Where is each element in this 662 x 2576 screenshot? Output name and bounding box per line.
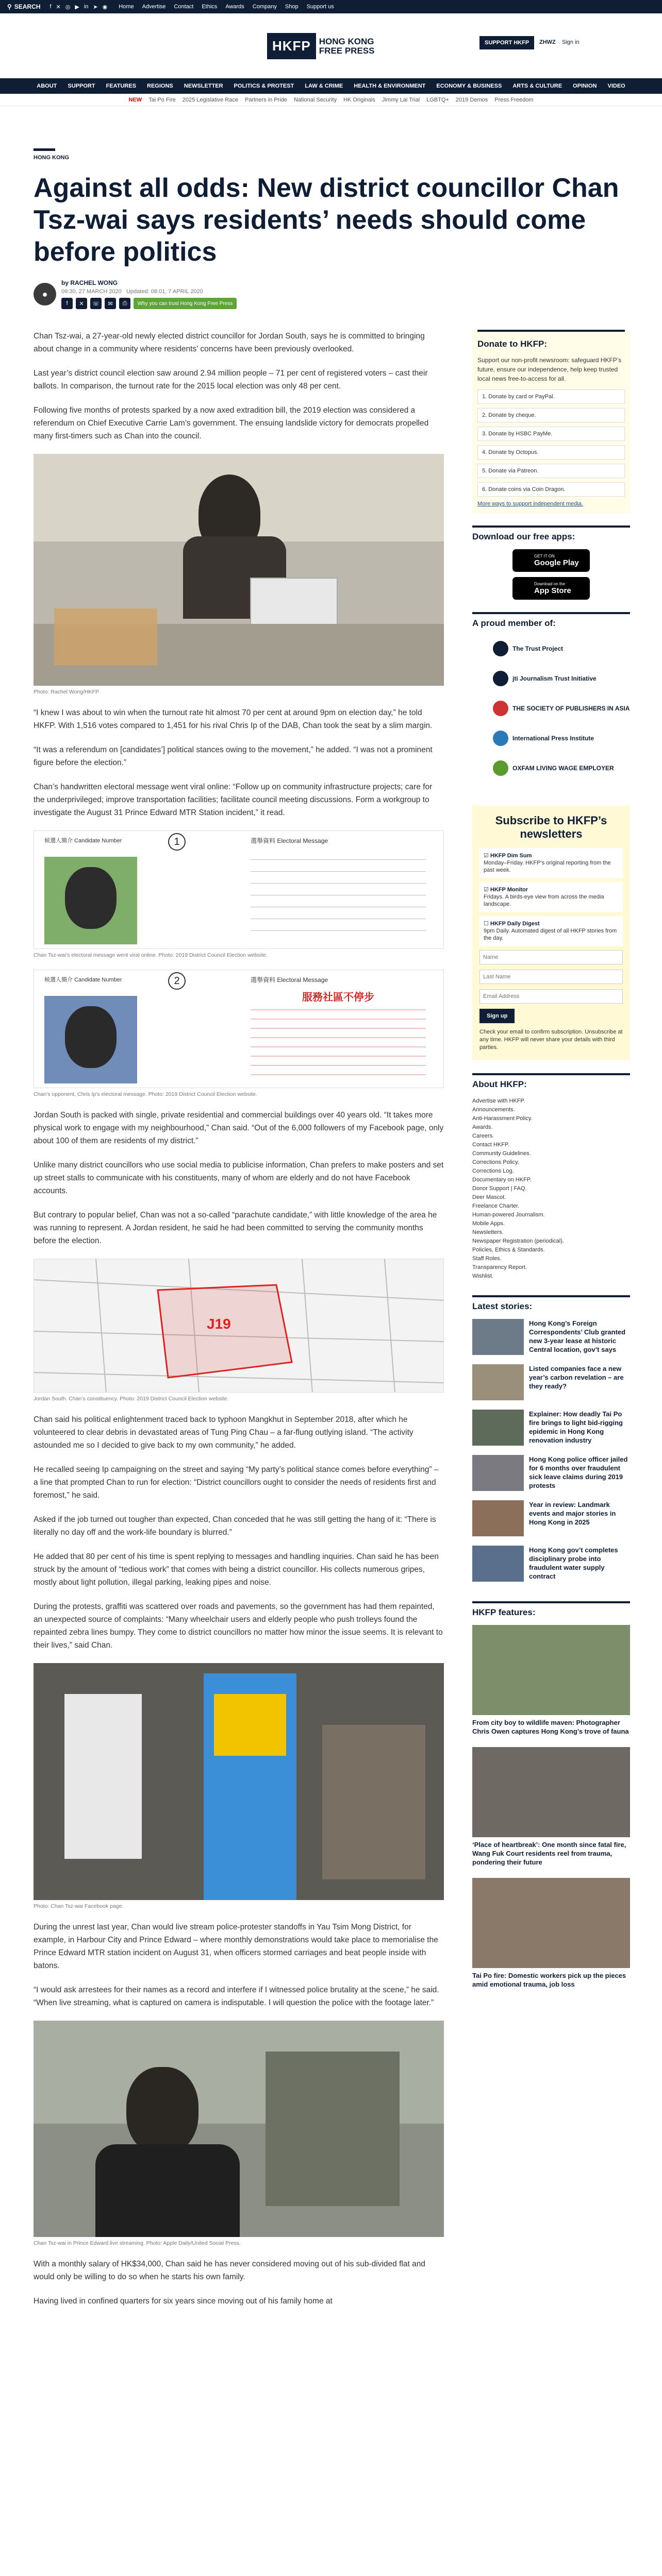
latest-story[interactable]: Hong Kong gov’t completes disciplinary probe into fraudulent water supply contract bbox=[472, 1546, 630, 1582]
constituency-map: J19 bbox=[34, 1259, 444, 1393]
about-link[interactable]: Newsletters. bbox=[472, 1229, 504, 1235]
paragraph: He recalled seeing Ip campaigning on the street and saying “My party’s political stance comes before everything” – a line that prompted Chan to run for election: “District councillors ought to consider the needs of residents first and foremost,” he said. bbox=[34, 1465, 439, 1500]
about-link[interactable]: Documentary on HKFP. bbox=[472, 1177, 532, 1183]
features-title: HKFP features: bbox=[472, 1601, 630, 1622]
app-store-badge[interactable]: Download on the App Store bbox=[512, 577, 590, 600]
share-print-icon[interactable]: ⎙ bbox=[119, 298, 130, 309]
about-link[interactable]: Newspaper Registration (periodical). bbox=[472, 1238, 564, 1244]
sidebar bbox=[472, 330, 630, 2000]
new-label: NEW bbox=[128, 96, 142, 103]
app-badges bbox=[472, 549, 630, 600]
facebook-icon[interactable]: f bbox=[49, 3, 52, 10]
trending-item[interactable]: LGBTQ+ bbox=[426, 96, 449, 103]
trending-item[interactable]: National Security bbox=[293, 96, 337, 103]
oxfam-icon bbox=[493, 760, 508, 776]
donate-option[interactable]: 2. Donate by cheque. bbox=[477, 408, 625, 422]
article-title: Against all odds: New district councillor Chan Tsz-wai says residents’ needs should come before politics bbox=[34, 173, 619, 267]
apps-title: Download our free apps: bbox=[472, 526, 630, 546]
donate-title: Donate to HKFP: bbox=[477, 330, 625, 355]
member-logo[interactable]: OXFAM LIVING WAGE EMPLOYER bbox=[493, 760, 630, 776]
ipi-icon bbox=[493, 731, 508, 746]
newsletter-option[interactable]: ☐ HKFP Daily Digest 9pm Daily. Automated digest of all HKFP stories from the day. bbox=[479, 916, 623, 946]
paragraph: Jordan South is packed with single, private residential and commercial buildings over 40 years old. “It takes more physical work to engage with my neighbourhood,” Chan said. “Out of the 6,000 followers of my Facebook page, only about 100 of them are residents of my district.” bbox=[34, 1111, 444, 1145]
feature-story[interactable]: Tai Po fire: Domestic workers pick up the pieces amid emotional trauma, job loss bbox=[472, 1878, 630, 1989]
nav-item[interactable]: ECONOMY & BUSINESS bbox=[436, 83, 502, 89]
donate-option[interactable]: 1. Donate by card or PayPal. bbox=[477, 389, 625, 404]
main-nav bbox=[0, 78, 662, 94]
trending-nav bbox=[0, 94, 662, 106]
nav-item[interactable]: NEWSLETTER bbox=[184, 83, 223, 89]
nav-item[interactable]: LAW & CRIME bbox=[305, 83, 343, 89]
story-thumbnail bbox=[472, 1546, 524, 1582]
about-link[interactable]: Corrections Log. bbox=[472, 1168, 514, 1174]
about-link[interactable]: Mobile Apps. bbox=[472, 1221, 505, 1227]
story-thumbnail bbox=[472, 1364, 524, 1400]
member-logo[interactable]: THE SOCIETY OF PUBLISHERS IN ASIA bbox=[493, 701, 630, 716]
donate-box bbox=[472, 330, 630, 513]
email-field[interactable] bbox=[479, 989, 623, 1004]
paragraph: “I knew I was about to win when the turnout rate hit almost 70 per cent at around 9pm on election day,” he told HKFP. With 1,516 votes compared to 1,451 for his rival Chris Ip of the DAB, Chan took the seat by a slim margin. bbox=[34, 708, 433, 730]
about-title: About HKFP: bbox=[472, 1073, 630, 1094]
jti-icon bbox=[493, 671, 508, 686]
nav-item[interactable]: HEALTH & ENVIRONMENT bbox=[354, 83, 426, 89]
share-whatsapp-icon[interactable]: ☏ bbox=[90, 298, 102, 309]
article-body bbox=[34, 330, 444, 2319]
donate-option[interactable]: 5. Donate via Patreon. bbox=[477, 464, 625, 478]
donate-option[interactable]: 6. Donate coins via Coin Dragon. bbox=[477, 482, 625, 497]
paragraph: “I would ask arrestees for their names as a record and interfere if I witnessed police brutality at the scene,” he said. “When live streaming, what is captured on camera is indisputable. I will question the police with the footage later.” bbox=[34, 1986, 439, 2007]
site-logo[interactable]: HKFP HONG KONG FREE PRESS bbox=[267, 33, 374, 59]
about-link[interactable]: Transparency Report. bbox=[472, 1264, 527, 1270]
article-category[interactable]: HONG KONG bbox=[34, 155, 70, 161]
signup-note: Check your email to confirm subscription. Unsubscribe at any time. HKFP will never share your details with third parties. bbox=[479, 1029, 623, 1050]
author-avatar: ● bbox=[34, 283, 56, 306]
photo-councillor-office bbox=[34, 454, 444, 686]
trending-item[interactable]: Tai Po Fire bbox=[148, 96, 176, 103]
about-link[interactable]: Careers. bbox=[472, 1133, 494, 1139]
top-link-shop[interactable]: Shop bbox=[285, 4, 299, 10]
share-twitter-icon[interactable]: ✕ bbox=[76, 298, 87, 309]
about-link[interactable]: Donor Support | FAQ. bbox=[472, 1185, 527, 1192]
trust-hkfp-link[interactable]: Why you can trust Hong Kong Free Press bbox=[134, 298, 237, 309]
latest-story[interactable]: Explainer: How deadly Tai Po fire brings to light bid-rigging epidemic in Hong Kong renovation industry bbox=[472, 1410, 630, 1446]
top-link-ethics[interactable]: Ethics bbox=[202, 4, 218, 10]
member-logo[interactable]: jti Journalism Trust Initiative bbox=[493, 671, 630, 686]
feature-story[interactable]: From city boy to wildlife maven: Photographer Chris Owen captures Hong Kong’s trove of fauna bbox=[472, 1625, 630, 1736]
paragraph: He added that 80 per cent of his time is spent replying to messages and handling inquiries. Chan said he has been struck by the amount of “tedious work” that comes with being a district councillor. His collects numerous gripes, mostly about light pollution, illegal parking, leaking pipes and noise. bbox=[34, 1552, 439, 1587]
top-bar bbox=[0, 0, 662, 13]
member-logos bbox=[472, 636, 630, 801]
instagram-icon[interactable]: ◎ bbox=[65, 4, 71, 10]
trust-project-icon bbox=[493, 641, 508, 656]
about-link[interactable]: Deer Mascot. bbox=[472, 1194, 506, 1200]
paragraph: Chan said his political enlightenment traced back to typhoon Mangkhut in September 2018, after which he volunteered to clear debris in devastated areas of Tung Ping Chau – a far-flung outlying island. “The activity astounded me so I decided to give back to my own community,” he added. bbox=[34, 1415, 413, 1450]
about-link[interactable]: Community Guidelines. bbox=[472, 1150, 531, 1157]
paragraph: Unlike many district councillors who use social media to publicise information, Chan prefers to make posters and set up street stalls to communicate with his constituents, many of whom are elderly and do not have Facebook accounts. bbox=[34, 1161, 444, 1195]
about-links bbox=[472, 1097, 630, 1281]
story-thumbnail bbox=[472, 1410, 524, 1446]
sign-up-button[interactable]: Sign up bbox=[479, 1009, 515, 1023]
top-link-contact[interactable]: Contact bbox=[174, 4, 194, 10]
name-field[interactable] bbox=[479, 950, 623, 964]
electoral-message-chan: 候選人簡介 Candidate Number 1 選舉資料 Electoral Message bbox=[34, 831, 444, 949]
photo-street-stall bbox=[34, 1663, 444, 1900]
share-bar bbox=[61, 298, 237, 309]
nav-item[interactable]: FEATURES bbox=[106, 83, 137, 89]
nav-item[interactable]: ABOUT bbox=[37, 83, 57, 89]
trending-item[interactable]: Press Freedom bbox=[494, 96, 534, 103]
about-link[interactable]: Anti-Harassment Policy. bbox=[472, 1115, 533, 1122]
newsletter-signup bbox=[472, 806, 630, 1060]
twitter-icon[interactable]: ✕ bbox=[56, 4, 61, 10]
paragraph: Having lived in confined quarters for six years since moving out of his family home at bbox=[34, 2297, 333, 2306]
sign-in-link[interactable]: Sign in bbox=[562, 39, 580, 45]
publish-date: 09:30, 27 MARCH 2020 bbox=[61, 289, 122, 295]
paragraph: Asked if the job turned out tougher than expected, Chan conceded that he was still getting the hang of it: “There is literally no day off and the work-life boundary is blurred.” bbox=[34, 1515, 436, 1537]
map-graphic bbox=[34, 1259, 444, 1393]
author-name[interactable]: by RACHEL WONG bbox=[61, 279, 118, 286]
about-link[interactable]: Staff Roles. bbox=[472, 1256, 502, 1262]
feature-image bbox=[472, 1625, 630, 1715]
photo-caption: Chan’s opponent, Chris Ip’s electoral message. Photo: 2019 District Council Election website. bbox=[34, 1091, 257, 1097]
trending-item[interactable]: Partners in Pride bbox=[245, 96, 287, 103]
top-link-home[interactable]: Home bbox=[119, 4, 134, 10]
about-link[interactable]: Policies, Ethics & Standards. bbox=[472, 1247, 545, 1253]
telegram-icon[interactable]: ➤ bbox=[93, 4, 98, 10]
nav-item[interactable]: OPINION bbox=[573, 83, 597, 89]
about-link[interactable]: Contact HKFP. bbox=[472, 1142, 509, 1148]
about-link[interactable]: Wishlist. bbox=[472, 1273, 493, 1279]
nav-item[interactable]: ARTS & CULTURE bbox=[512, 83, 562, 89]
paragraph: But contrary to popular belief, Chan was not a so-called “parachute candidate,” with little knowledge of the area he was running to represent. A Jordan resident, he said he had been committed to serving the community months before the election. bbox=[34, 1211, 437, 1245]
photo-live-streaming bbox=[34, 2021, 444, 2237]
feature-story[interactable]: ‘Place of heartbreak’: One month since fatal fire, Wang Fuk Court residents reel from trauma, pondering their future bbox=[472, 1747, 630, 1867]
nav-item[interactable]: REGIONS bbox=[147, 83, 173, 89]
donate-intro: Support our non-profit newsroom: safeguard HKFP’s future, ensure our independence, help keep trusted local news free-to-access for all. bbox=[477, 357, 622, 382]
member-logo[interactable]: International Press Institute bbox=[493, 731, 630, 746]
paragraph: During the protests, graffiti was scattered over roads and pavements, so the government has had them repainted, an unexpected source of complaints: “Many wheelchair users and elderly people who push trolleys found the repainted zebra lines bumpy. They come to district councillors no matter how minor the issue seems. It is relevant to their lives,” said Chan. bbox=[34, 1602, 443, 1650]
more-ways-link[interactable]: More ways to support independent media. bbox=[477, 501, 583, 507]
newsletter-option[interactable]: ☑ HKFP Dim Sum Monday–Friday. HKFP’s original reporting from the past week. bbox=[479, 848, 623, 878]
about-link[interactable]: Awards. bbox=[472, 1124, 493, 1130]
trending-item[interactable]: Jimmy Lai Trial bbox=[382, 96, 420, 103]
donate-option[interactable]: 3. Donate by HSBC PayMe. bbox=[477, 427, 625, 441]
paragraph: Chan’s handwritten electoral message went viral online: “Follow up on community infrastructure projects; care for the underprivileged; improve transportation facilities; facilitate council meeting discussions. Form a workgroup to investigate the August 31 Prince Edward MTR Station incident,” it read. bbox=[34, 783, 433, 817]
latest-story[interactable]: Hong Kong police officer jailed for 6 months over fraudulent sick leave claims during 2019 protests bbox=[472, 1455, 630, 1491]
sopa-icon bbox=[493, 701, 508, 716]
photo-caption: Photo: Chan Tsz-wai Facebook page. bbox=[34, 1903, 124, 1909]
byline bbox=[34, 279, 237, 309]
share-email-icon[interactable]: ✉ bbox=[105, 298, 116, 309]
updated-date: Updated: 08:01, 7 APRIL 2020 bbox=[126, 289, 203, 295]
about-link[interactable]: Freelance Charter. bbox=[472, 1203, 520, 1209]
paragraph: During the unrest last year, Chan would live stream police-protester standoffs in Yau Tsim Mong District, for example, in Harbour City and Prince Edward – where monthly demonstrations would take place to memorialise the Prince Edward MTR station incident on August 31, when officers stormed carriages and beat people inside with batons. bbox=[34, 1923, 438, 1970]
latest-story[interactable]: Hong Kong’s Foreign Correspondents’ Club granted new 3-year lease at historic Central location, gov’t says bbox=[472, 1319, 630, 1355]
photo-caption: Photo: Rachel Wong/HKFP bbox=[34, 689, 100, 695]
nav-item[interactable]: SUPPORT bbox=[68, 83, 95, 89]
rss-icon[interactable]: ◉ bbox=[102, 4, 108, 10]
story-thumbnail bbox=[472, 1319, 524, 1355]
share-facebook-icon[interactable]: f bbox=[61, 298, 73, 309]
about-link[interactable]: Human-powered Journalism. bbox=[472, 1212, 545, 1218]
paragraph: Chan Tsz-wai, a 27-year-old newly elected district councillor for Jordan South, says he is committed to bringing about change in a community where residents’ concerns have been previously overlooked. bbox=[34, 332, 425, 353]
member-logo[interactable]: The Trust Project bbox=[493, 641, 630, 656]
latest-story[interactable]: Listed companies face a new year’s carbon revelation – are they ready? bbox=[472, 1364, 630, 1400]
kicker-rule bbox=[34, 148, 55, 151]
linkedin-icon[interactable]: in bbox=[84, 3, 89, 10]
feature-image bbox=[472, 1747, 630, 1837]
social-icons bbox=[49, 4, 107, 10]
paragraph: Following five months of protests sparked by a now axed extradition bill, the 2019 election was considered a referendum on Chief Executive Carrie Lam’s government. The ensuing landslide victory for democrats propelled many first-timers such as Chan into the council. bbox=[34, 406, 429, 440]
story-thumbnail bbox=[472, 1500, 524, 1536]
newsletter-title: Subscribe to HKFP’s newsletters bbox=[495, 814, 607, 840]
latest-story[interactable]: Year in review: Landmark events and major stories in Hong Kong in 2025 bbox=[472, 1500, 630, 1536]
latest-title: Latest stories: bbox=[472, 1295, 630, 1316]
nav-item[interactable]: VIDEO bbox=[607, 83, 625, 89]
story-thumbnail bbox=[472, 1455, 524, 1491]
electoral-message-ip: 候選人簡介 Candidate Number 2 選舉資料 Electoral Message 服務社區不停步 bbox=[34, 970, 444, 1088]
last-name-field[interactable] bbox=[479, 970, 623, 984]
support-hkfp-button[interactable]: SUPPORT HKFP bbox=[479, 36, 534, 49]
photo-caption: Chan Tsz-wai’s electoral message went viral online. Photo: 2019 District Council Election website. bbox=[34, 952, 268, 958]
top-link-support[interactable]: Support us bbox=[306, 4, 334, 10]
trending-item[interactable]: 2025 Legislative Race bbox=[182, 96, 238, 103]
youtube-icon[interactable]: ▶ bbox=[75, 4, 79, 10]
paragraph: Last year’s district council election saw around 2.94 million people – 71 per cent of registered voters – cast their ballots. In comparison, the turnout rate for the 2015 local election was only 48 per cent. bbox=[34, 369, 428, 391]
photo-caption: Jordan South. Chan’s constituency. Photo: 2019 District Council Election website. bbox=[34, 1396, 229, 1402]
about-link[interactable]: Advertise with HKFP. bbox=[472, 1098, 525, 1104]
newsletter-option[interactable]: ☑ HKFP Monitor Fridays. A birds-eye view from across the media landscape. bbox=[479, 882, 623, 912]
trending-item[interactable]: 2019 Demos bbox=[455, 96, 488, 103]
about-link[interactable]: Corrections Policy. bbox=[472, 1159, 519, 1165]
paragraph: With a monthly salary of HK$34,000, Chan said he has never considered moving out of his sub-divided flat and would only be willing to do so when he starts his own family. bbox=[34, 2260, 425, 2281]
site-header bbox=[0, 13, 662, 78]
member-title: A proud member of: bbox=[472, 612, 630, 633]
top-link-advertise[interactable]: Advertise bbox=[142, 4, 166, 10]
nav-item[interactable]: POLITICS & PROTEST bbox=[234, 83, 294, 89]
about-link[interactable]: Announcements. bbox=[472, 1107, 515, 1113]
search-icon: ⚲ bbox=[7, 3, 12, 10]
language-switch[interactable]: ZHWZ bbox=[539, 39, 556, 45]
top-link-company[interactable]: Company bbox=[252, 4, 277, 10]
donate-option[interactable]: 4. Donate by Octopus. bbox=[477, 445, 625, 460]
google-play-badge[interactable]: GET IT ON Google Play bbox=[512, 549, 590, 572]
paragraph: “It was a referendum on [candidates’] political stances owing to the movement,” he added. “I was not a prominent figure before the election.” bbox=[34, 745, 433, 767]
feature-image bbox=[472, 1878, 630, 1968]
top-link-awards[interactable]: Awards bbox=[225, 4, 244, 10]
search-button[interactable]: ⚲ SEARCH bbox=[7, 3, 41, 10]
photo-caption: Chan Tsz-wai in Prince Edward live streaming. Photo: Apple Daily/United Social Press. bbox=[34, 2240, 241, 2246]
trending-item[interactable]: HK Originals bbox=[343, 96, 375, 103]
